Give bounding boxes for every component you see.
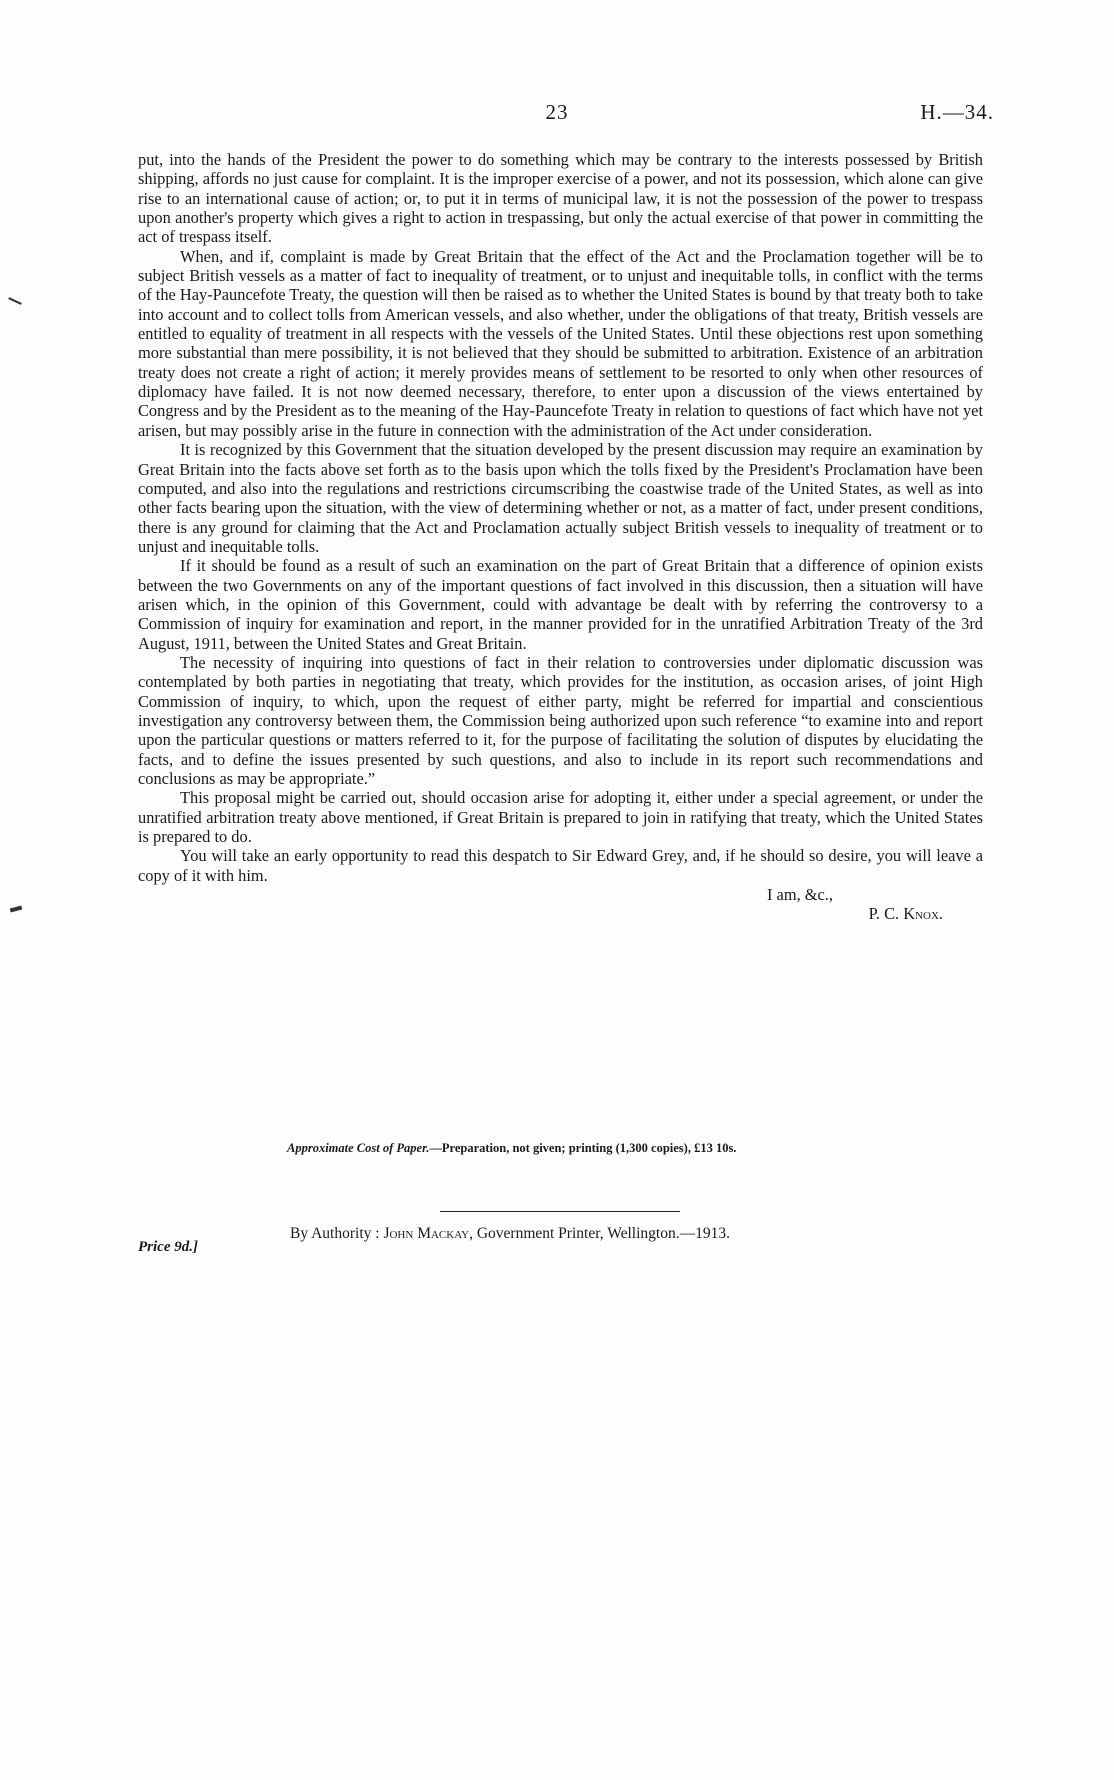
paragraph-5: The necessity of inquiring into questions of fact in their relation to controversies under diplomatic discussion was contemplated by both parties in negotiating that treaty, which provides for the institution, as occasion arises, of joint High Commission of inquiry, to which, upon the request of either party, might be referred for impartial and conscientious investigation any controversy between them, the Commission being authorized upon such reference “to examine into and report upon the particular questions or matters referred to it, for the purpose of facilitating the solution of disputes by elucidating the facts, and to define the issues presented by such questions, and also to include in its report such recommendations and conclusions as may be appropriate.” xyxy=(138,652,983,788)
cost-label: Approximate Cost of Paper. xyxy=(287,1141,430,1155)
page-number: 23 xyxy=(545,100,569,124)
signature: P. C. Knox. xyxy=(868,904,943,924)
price-note: Price 9d.] xyxy=(138,1239,198,1255)
printer-imprint xyxy=(290,1225,730,1243)
cost-note xyxy=(287,1141,736,1156)
divider-rule xyxy=(440,1211,680,1212)
paper-reference: H.—34. xyxy=(920,100,994,124)
authority-prefix: By Authority : xyxy=(290,1225,384,1242)
authority-suffix: , Government Printer, Wellington.—1913. xyxy=(469,1225,730,1242)
cost-text: —Preparation, not given; printing (1,300 copies), £13 10s. xyxy=(429,1141,737,1155)
paragraph-6: This proposal might be carried out, should occasion arise for adopting it, either under a special agreement, or under the unratified arbitration treaty above mentioned, if Great Britain is prepared to join in ratifying that treaty, which the United States is prepared to do. xyxy=(138,788,983,847)
scan-mark xyxy=(10,906,23,913)
salutation: I am, &c., xyxy=(767,885,833,905)
printer-name: John Mackay xyxy=(383,1225,470,1242)
paragraph-3: It is recognized by this Government that the situation developed by the present discussion may require an examination by Great Britain into the facts above set forth as to the basis upon which the tolls fixed by the President's Proclamation have been computed, and also into the regulations and restrictions circumscribing the coastwise trade of the United States, as well as into other facts bearing upon the situation, with the view of determining whether or not, as a matter of fact, under present conditions, there is any ground for claiming that the Act and Proclamation actually subject British vessels to inequality of treatment or to unjust and inequitable tolls. xyxy=(138,440,983,556)
closing-line xyxy=(138,885,983,904)
closing-text: You will take an early opportunity to read this despatch to Sir Edward Grey, and, if he should so desire, you will leave a copy of it with him. xyxy=(138,846,983,885)
closing-paragraph xyxy=(138,846,983,885)
paragraph-1: put, into the hands of the President the power to do something which may be contrary to the interests possessed by British shipping, affords no just cause for complaint. It is the improper exercise of a power, and not its possession, which alone can give rise to an international cause of action; or, to put it in terms of municipal law, it is not the possession of the power to trespass upon another's property which gives a right to action in trespassing, but only the actual exercise of that power in committing the act of trespass itself. xyxy=(138,150,983,247)
despatch-body xyxy=(138,150,983,924)
paragraph-4: If it should be found as a result of such an examination on the part of Great Britain that a difference of opinion exists between the two Governments on any of the important questions of fact involved in this discussion, then a situation will have arisen which, in the opinion of this Government, could with advantage be dealt with by referring the controversy to a Commission of inquiry for examination and report, in the manner provided for in the unratified Arbitration Treaty of the 3rd August, 1911, between the United States and Great Britain. xyxy=(138,556,983,653)
scan-mark xyxy=(8,297,22,305)
paragraph-2: When, and if, complaint is made by Great Britain that the effect of the Act and the Proclamation together will be to subject British vessels as a matter of fact to inequality of treatment, or to unjust and inequitable tolls, in conflict with the terms of the Hay-Pauncefote Treaty, the question will then be raised as to whether the United States is bound by that treaty both to take into account and to collect tolls from American vessels, and also whether, under the obligations of that treaty, British vessels are entitled to equality of treatment in all respects with the vessels of the United States. Until these objections rest upon something more substantial than mere possibility, it is not believed that they should be submitted to arbitration. Existence of an arbitration treaty does not create a right of action; it merely provides means of settlement to be resorted to only when other resources of diplomacy have failed. It is not now deemed necessary, therefore, to enter upon a discussion of the views entertained by Congress and by the President as to the meaning of the Hay-Pauncefote Treaty in relation to questions of fact which have not yet arisen, but may possibly arise in the future in connection with the administration of the Act under consideration. xyxy=(138,246,983,440)
